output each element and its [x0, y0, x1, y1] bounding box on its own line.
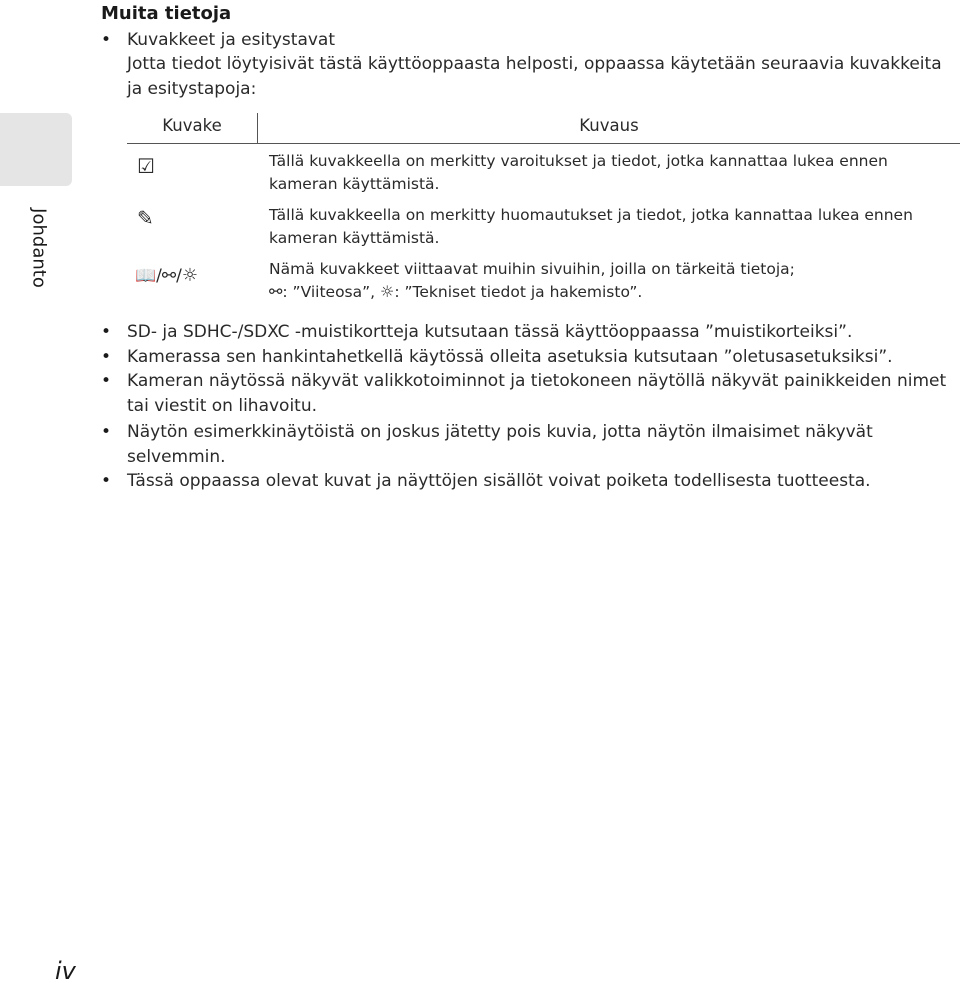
technical-text: : ”Tekniset tiedot ja hakemisto”. — [394, 283, 643, 301]
table-header — [127, 113, 960, 143]
page-number: iv — [55, 957, 76, 985]
bullet-marker: • — [101, 347, 112, 367]
bullet-text: Näytön esimerkkinäytöistä on joskus jätetty pois kuvia, jotta näytön ilmaisimet näkyvät selvemmin. — [127, 422, 873, 467]
bullet-text: SD- ja SDHC-/SDXC -muistikortteja kutsutaan tässä käyttöoppaassa ”muistikorteiksi”. — [127, 322, 853, 342]
intro-heading: Kuvakkeet ja esitystavat — [127, 30, 336, 50]
icons-table — [127, 113, 960, 312]
header-rule — [127, 143, 960, 144]
row-description — [269, 258, 950, 304]
row-description: Tällä kuvakkeella on merkitty huomautukset ja tiedot, jotka kannattaa lukea ennen kameran käyttämistä. — [269, 206, 913, 247]
table-row — [127, 204, 960, 258]
intro-text: Jotta tiedot löytyisivät tästä käyttöoppaasta helposti, oppaassa käytetään seuraavia kuvakkeita ja esitystapoja: — [127, 54, 942, 99]
reference-text: : ”Viiteosa”, — [282, 283, 381, 301]
bullet-marker: • — [101, 371, 112, 391]
header-description: Kuvaus — [579, 116, 639, 135]
bullet-text: Kameran näytössä näkyvät valikkotoiminnot ja tietokoneen näytöllä näkyvät painikkeiden nimet tai viestit on lihavoitu. — [127, 371, 947, 416]
note-pencil-icon: ✎ — [137, 206, 154, 230]
table-row — [127, 258, 960, 312]
bullet-marker: • — [101, 422, 112, 442]
chapter-tab — [0, 113, 72, 186]
reference-icon: ⚯ — [161, 266, 177, 286]
table-row — [127, 150, 960, 204]
technical-notes-icon: ☼ — [181, 265, 199, 286]
icon-separator: / — [156, 266, 162, 286]
bullet-text: Kamerassa sen hankintahetkellä käytössä olleita asetuksia kutsutaan ”oletusasetuksiksi”. — [127, 347, 893, 367]
bullet-marker: • — [101, 30, 112, 50]
technical-notes-icon: ☼ — [380, 282, 395, 301]
book-icon: 📖 — [135, 266, 157, 286]
section-title: Muita tietoja — [101, 3, 232, 24]
reference-icon: ⚯ — [269, 282, 283, 301]
row-description: Tällä kuvakkeella on merkitty varoitukset ja tiedot, jotka kannattaa lukea ennen kameran käyttämistä. — [269, 152, 888, 193]
icon-separator: / — [176, 266, 182, 286]
bullet-marker: • — [101, 322, 112, 342]
bullet-text: Tässä oppaassa olevat kuvat ja näyttöjen sisällöt voivat poiketa todellisesta tuotteesta. — [127, 471, 871, 491]
chapter-label-text: Johdanto — [28, 208, 50, 288]
header-icon: Kuvake — [162, 116, 222, 135]
row-description-line: Nämä kuvakkeet viittaavat muihin sivuihin, joilla on tärkeitä tietoja; — [269, 260, 795, 278]
bullet-marker: • — [101, 471, 112, 491]
caution-check-icon: ☑ — [137, 154, 155, 178]
row-description-line — [269, 281, 950, 304]
